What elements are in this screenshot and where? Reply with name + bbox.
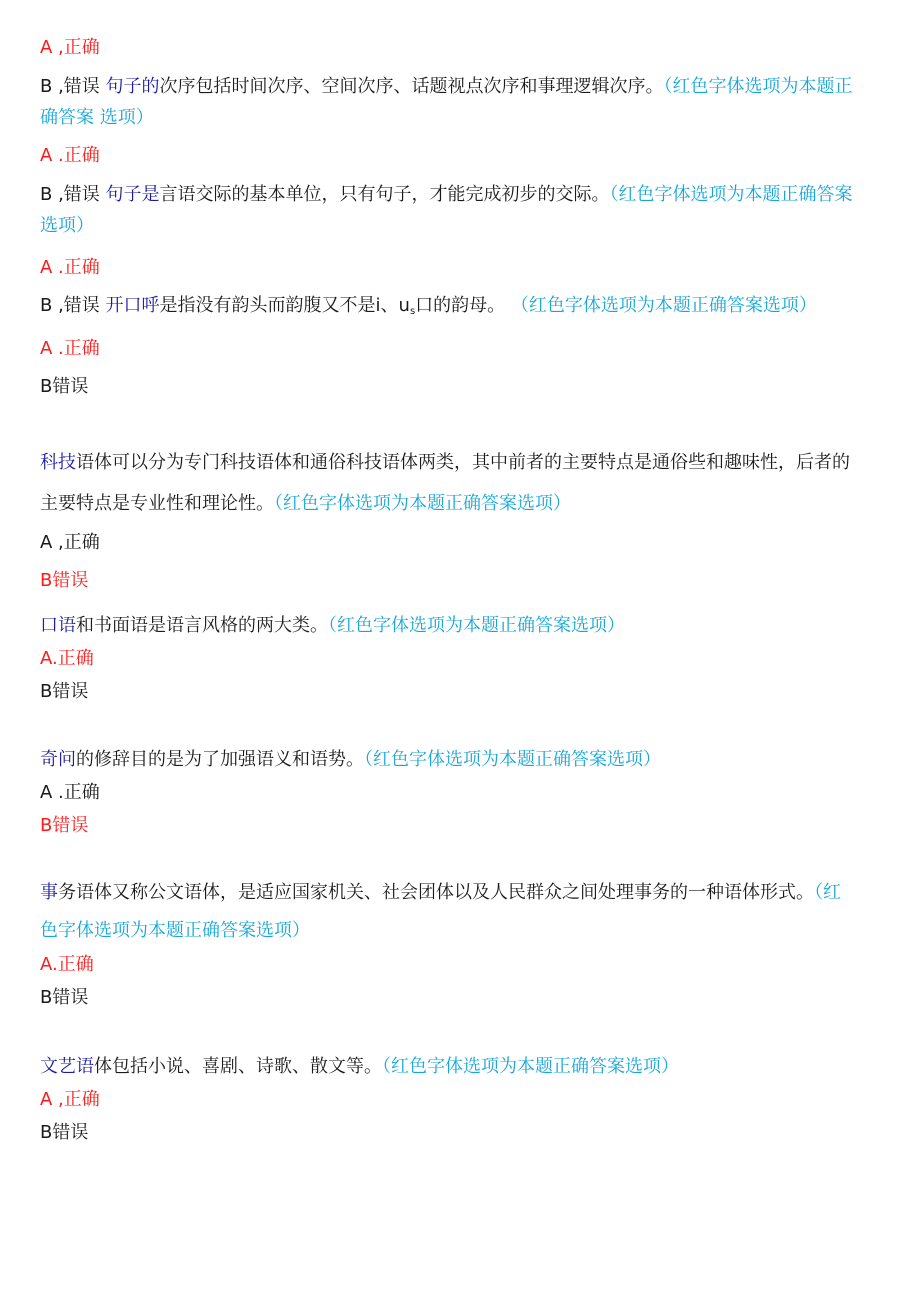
option-b-label: B ,错误	[40, 76, 100, 97]
answer-hint: （红	[814, 882, 841, 903]
question-text-tail: 口的韵母。	[415, 295, 506, 316]
question-text: 语体可以分为专门科技语体和通俗科技语体两类，其中前者的主要特点是通俗些和趣味性，后者的	[76, 452, 850, 473]
option-a: A.正确	[40, 648, 94, 669]
option-a: A .正确	[40, 782, 100, 803]
question-text: 言语交际的基本单位，只有句子，才能完成初步的交际。	[159, 184, 610, 205]
question-text: 是指没有韵头而韵腹又不是i、u	[159, 295, 410, 316]
option-a: A .正确	[40, 145, 100, 166]
option-b-label: B ,错误	[40, 184, 100, 205]
option-b-line	[40, 294, 817, 324]
question-text: 和书面语是语言风格的两大类。	[76, 615, 328, 636]
question-line	[40, 748, 661, 772]
option-b-line	[40, 75, 853, 99]
question-line	[40, 451, 850, 475]
answer-hint: （红色字体选项为本题正确答案选项）	[510, 295, 817, 316]
answer-hint: （红色字体选项为本题正确答案选项）	[382, 1056, 679, 1077]
question-term: 奇问	[40, 749, 76, 770]
answer-hint: （红色字体选项为本题正确答案选项）	[328, 615, 625, 636]
answer-hint: （红色字体选项为本题正确答案	[609, 184, 853, 205]
option-b: B错误	[40, 376, 89, 397]
question-term: 句子的	[105, 76, 160, 97]
option-b: B错误	[40, 681, 89, 702]
question-term: 开口呼	[105, 295, 160, 316]
option-a: A ,正确	[40, 37, 100, 58]
question-term: 文艺语	[40, 1056, 94, 1077]
question-line	[40, 614, 625, 638]
question-term: 句子是	[105, 184, 160, 205]
answer-hint-continued: 色字体选项为本题正确答案选项）	[40, 920, 310, 941]
question-text: 体包括小说、喜剧、诗歌、散文等。	[94, 1056, 382, 1077]
subscript: s	[409, 306, 416, 317]
option-b: B错误	[40, 815, 89, 836]
question-text: 务语体又称公文语体，是适应国家机关、社会团体以及人民群众之间处理事务的一种语体形式。	[58, 882, 814, 903]
question-line-continued	[40, 492, 571, 516]
option-b: B错误	[40, 570, 89, 591]
answer-hint-continued: 确答案 选项）	[40, 107, 154, 128]
option-a: A.正确	[40, 954, 94, 975]
option-b: B错误	[40, 987, 89, 1008]
option-a: A .正确	[40, 338, 100, 359]
question-term: 科技	[40, 452, 76, 473]
option-a: A .正确	[40, 257, 100, 278]
question-term: 口语	[40, 615, 76, 636]
answer-hint: （红色字体选项为本题正确答案选项）	[364, 749, 661, 770]
option-b-label: B ,错误	[40, 295, 100, 316]
answer-hint: （红色字体选项为本题正	[663, 76, 853, 97]
option-b-line	[40, 183, 853, 207]
question-line	[40, 1055, 679, 1079]
option-a: A ,正确	[40, 1089, 100, 1110]
option-a: A ,正确	[40, 532, 100, 553]
question-line	[40, 881, 841, 905]
question-text-continued: 主要特点是专业性和理论性。	[40, 493, 274, 514]
question-term: 事	[40, 882, 58, 903]
answer-hint-continued: 选项）	[40, 215, 94, 236]
option-b: B错误	[40, 1122, 89, 1143]
answer-hint: （红色字体选项为本题正确答案选项）	[274, 493, 571, 514]
question-text: 次序包括时间次序、空间次序、话题视点次序和事理逻辑次序。	[159, 76, 664, 97]
question-text: 的修辞目的是为了加强语义和语势。	[76, 749, 364, 770]
